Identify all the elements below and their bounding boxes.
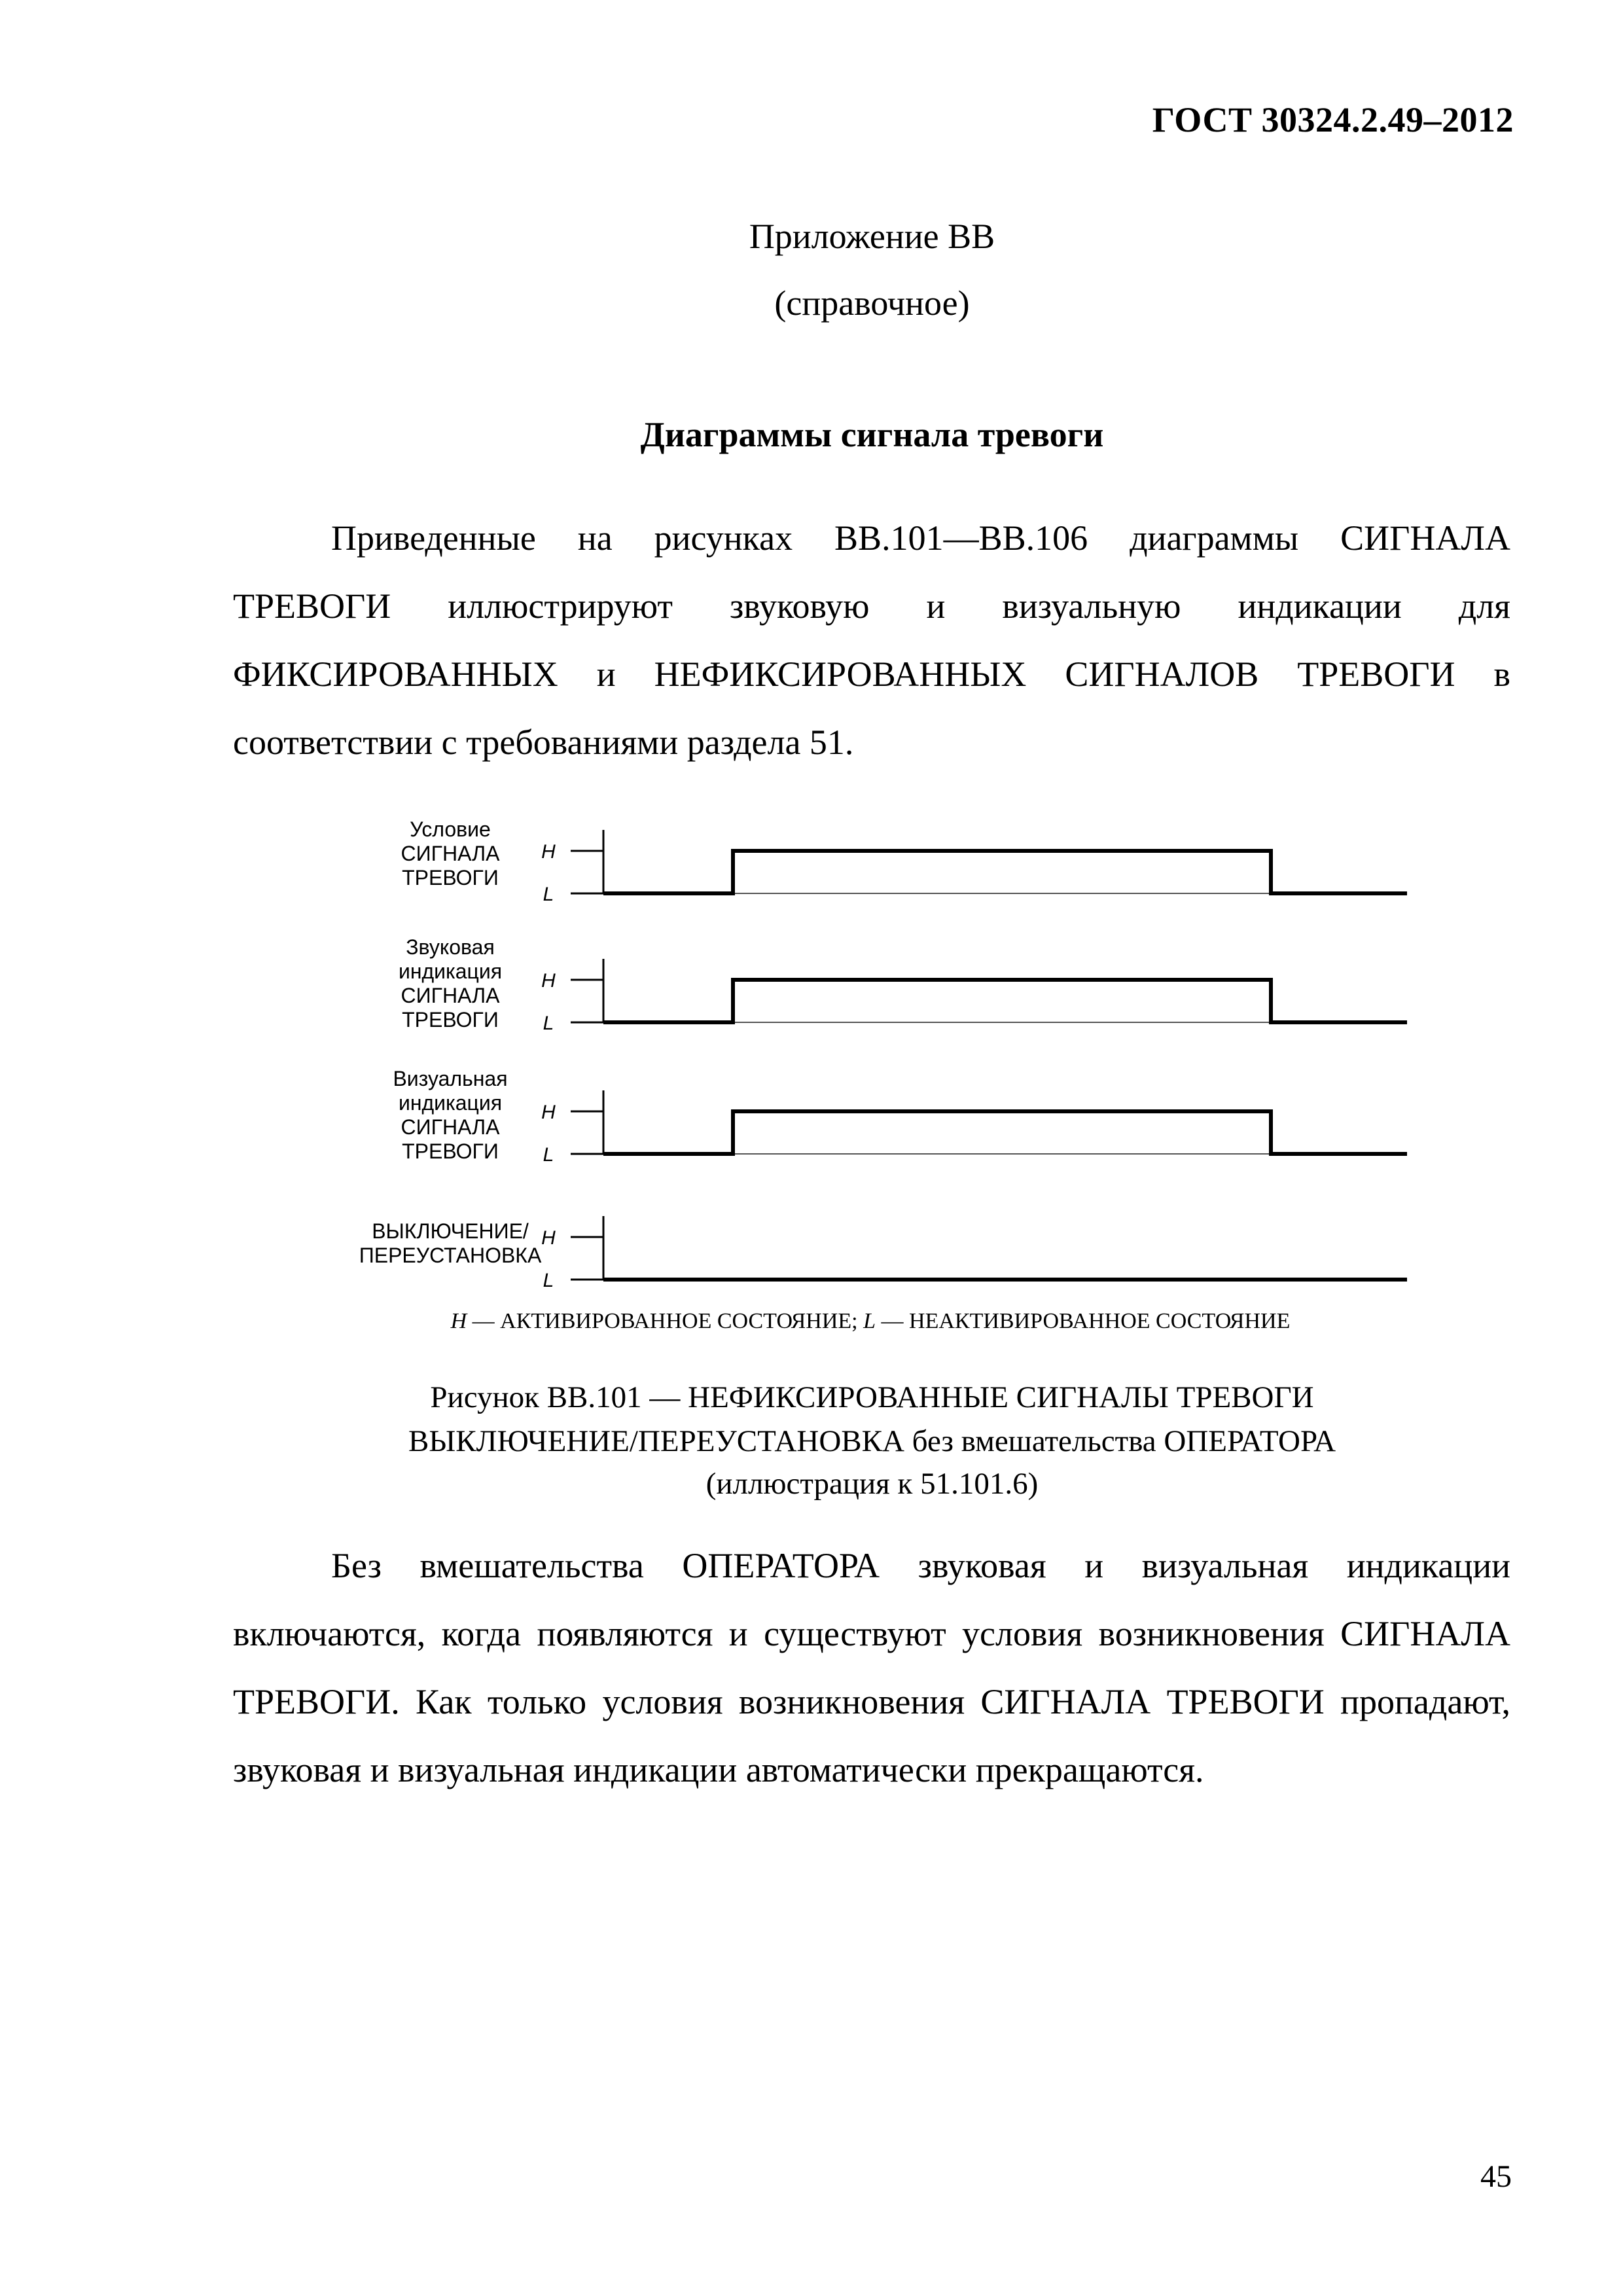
signal-waveform	[603, 980, 1407, 1022]
legend-h-letter: H	[450, 1309, 467, 1333]
signal-label-line: ТРЕВОГИ	[402, 1139, 499, 1163]
signal-label-line: индикация	[398, 960, 503, 983]
high-level-letter: H	[541, 841, 556, 863]
low-level-letter: L	[543, 1270, 554, 1291]
document-standard-header: ГОСТ 30324.2.49–2012	[1152, 100, 1514, 139]
signal-label-line: Условие	[410, 817, 491, 841]
annex-title: Приложение ВВ	[749, 217, 995, 256]
high-level-letter: H	[541, 1102, 556, 1123]
signal-waveform	[603, 1111, 1407, 1154]
signal-label-line: СИГНАЛА	[401, 842, 500, 865]
figure-caption-line-2: ВЫКЛЮЧЕНИЕ/ПЕРЕУСТАНОВКА без вмешательства ОПЕРАТОРА	[408, 1424, 1336, 1458]
page-number: 45	[1480, 2159, 1512, 2194]
high-level-letter: H	[541, 1227, 556, 1249]
signal-label-line: Звуковая	[406, 935, 495, 959]
signal-label-line: СИГНАЛА	[401, 1115, 500, 1139]
diagram-legend	[0, 1309, 1623, 1334]
signal-label-line: ВЫКЛЮЧЕНИЕ/	[372, 1219, 529, 1243]
low-level-letter: L	[543, 884, 554, 905]
legend-l-text: — НЕАКТИВИРОВАННОЕ СОСТОЯНИЕ	[876, 1309, 1291, 1333]
intro-paragraph: Приведенные на рисунках ВВ.101—ВВ.106 диаграммы СИГНАЛА ТРЕВОГИ иллюстрируют звуковую и визуальную индикации для ФИКСИРОВАННЫХ и НЕФИКСИРОВАННЫХ СИГНАЛОВ ТРЕВОГИ в соответствии с требованиями раздела 51.	[233, 518, 1510, 762]
section-title: Диаграммы сигнала тревоги	[640, 415, 1104, 454]
low-level-letter: L	[543, 1144, 554, 1166]
legend-h-text: — АКТИВИРОВАННОЕ СОСТОЯНИЕ;	[467, 1309, 864, 1333]
signal-label-line: индикация	[398, 1091, 503, 1115]
signal-label-line: СИГНАЛА	[401, 984, 500, 1007]
low-level-letter: L	[543, 1013, 554, 1034]
signal-label-line: Визуальная	[393, 1067, 508, 1090]
signal-waveform	[603, 851, 1407, 893]
explanation-paragraph: Без вмешательства ОПЕРАТОРА звуковая и визуальная индикации включаются, когда появляются и существуют условия возникновения СИГНАЛА ТРЕВОГИ. Как только условия возникновения СИГНАЛА ТРЕВОГИ пропадают, звуковая и визуальная индикации автоматически прекращаются.	[233, 1546, 1510, 1789]
legend-l-letter: L	[863, 1309, 876, 1333]
signal-label-line: ПЕРЕУСТАНОВКА	[359, 1244, 542, 1267]
annex-type: (справочное)	[774, 283, 970, 323]
signal-label-line: ТРЕВОГИ	[402, 866, 499, 889]
signal-label-line: ТРЕВОГИ	[402, 1008, 499, 1031]
figure-caption-line-1: Рисунок ВВ.101 — НЕФИКСИРОВАННЫЕ СИГНАЛЫ ТРЕВОГИ	[430, 1380, 1314, 1414]
figure-caption-line-3: (иллюстрация к 51.101.6)	[705, 1467, 1039, 1501]
high-level-letter: H	[541, 970, 556, 992]
